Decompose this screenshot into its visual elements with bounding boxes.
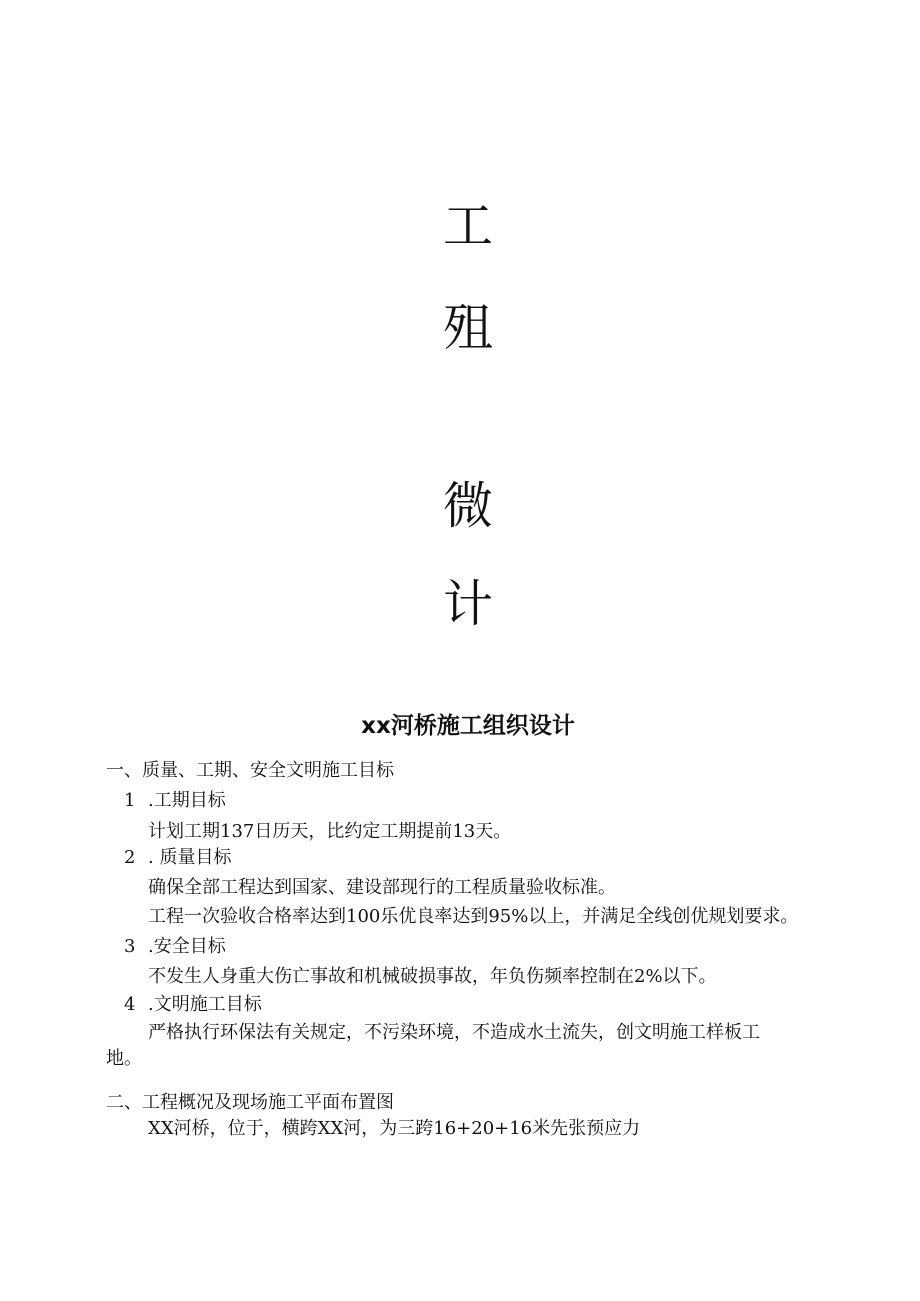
item-3-text: 不发生人身重大伤亡事故和机械破损事故，年负伤频率控制在2%以下。 (148, 966, 717, 987)
item-1-label: .工期目标 (148, 790, 226, 811)
item-1-number: 1 (124, 790, 136, 811)
section-2-heading: 二、工程概况及现场施工平面布置图 (106, 1092, 394, 1113)
item-4-text-2: 地。 (106, 1048, 142, 1069)
item-3-label: .安全目标 (148, 936, 226, 957)
item-1-title (124, 788, 226, 814)
item-4-label: .文明施工目标 (148, 994, 262, 1015)
section-2-text: XX河桥，位于，横跨XX河，为三跨16+20+16米先张预应力 (148, 1118, 641, 1139)
item-3-number: 3 (124, 936, 136, 957)
item-2-title (124, 845, 231, 871)
cover-title-char-2: 殂 (443, 299, 493, 357)
cover-title-char-3: 微 (443, 477, 493, 535)
item-2-number: 2 (124, 847, 136, 868)
document-title: xx河桥施工组织设计 (361, 713, 575, 739)
item-4-number: 4 (124, 994, 136, 1015)
item-2-text-1: 确保全部工程达到国家、建设部现行的工程质量验收标准。 (148, 877, 616, 898)
item-1-text: 计划工期137日历天，比约定工期提前13天。 (148, 821, 512, 842)
item-4-title (124, 992, 262, 1018)
cover-title-char-1: 工 (443, 197, 493, 255)
cover-title-char-4: 计 (443, 575, 493, 633)
item-3-title (124, 934, 226, 960)
item-4-text-1: 严格执行环保法有关规定，不污染环境，不造成水土流失，创文明施工样板工 (148, 1022, 760, 1043)
section-1-heading: 一、质量、工期、安全文明施工目标 (106, 760, 394, 781)
item-2-label: . 质量目标 (148, 847, 232, 868)
item-2-text-2: 工程一次验收合格率达到100乐优良率达到95%以上，并满足全线创优规划要求。 (148, 906, 799, 927)
